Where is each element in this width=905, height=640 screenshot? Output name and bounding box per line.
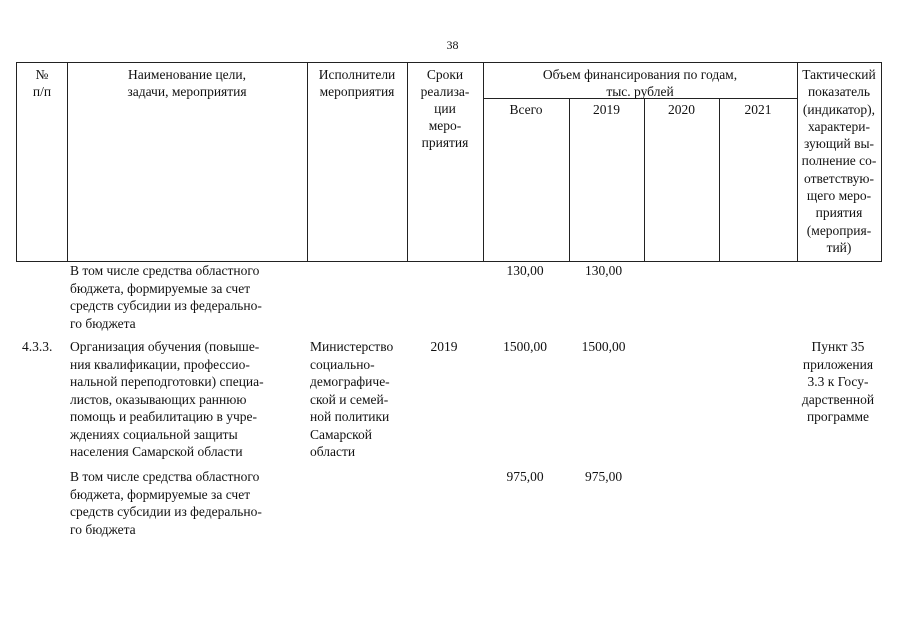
header-terms-line: меро- xyxy=(428,118,462,133)
header-indicator xyxy=(797,66,881,256)
row-2019: 130,00 xyxy=(584,263,623,278)
header-indicator-line: (мероприя- xyxy=(806,222,872,238)
row-terms: 2019 xyxy=(430,339,458,354)
row-name xyxy=(70,468,310,538)
row-name xyxy=(70,262,310,332)
header-exec xyxy=(307,66,407,100)
row-name-line: бюджета, формируемые за счет xyxy=(70,280,251,296)
row-name-line: бюджета, формируемые за счет xyxy=(70,486,251,502)
row-name-line: го бюджета xyxy=(70,521,136,537)
header-exec-line: мероприятия xyxy=(319,84,395,99)
header-name-line: задачи, мероприятия xyxy=(127,84,247,99)
table-header xyxy=(16,62,882,262)
row-name-line: ждениях социальной защиты xyxy=(70,426,238,442)
header-terms xyxy=(407,66,483,151)
header-finance-title xyxy=(483,66,797,100)
header-indicator-line: (индикатор), xyxy=(802,101,876,117)
header-terms-line: ции xyxy=(434,101,456,116)
row-name-line: листов, оказывающих раннюю xyxy=(70,391,247,407)
header-num xyxy=(17,66,67,100)
header-2020: 2020 xyxy=(668,102,695,117)
header-num-line: № xyxy=(35,67,49,82)
row-2019: 1500,00 xyxy=(581,339,626,354)
col-divider xyxy=(644,99,645,262)
row-name-line: го бюджета xyxy=(70,315,136,331)
header-terms-line: Сроки xyxy=(426,67,464,82)
row-name-line: В том числе средства областного xyxy=(70,469,260,484)
header-indicator-line: приятия xyxy=(815,205,863,221)
header-2021: 2021 xyxy=(744,102,772,117)
header-exec-line: Исполнители xyxy=(318,67,396,82)
header-indicator-line: зующий вы- xyxy=(803,136,875,152)
row-name-line: населения Самарской области xyxy=(70,444,243,459)
row-name xyxy=(70,338,310,461)
header-name xyxy=(67,66,307,100)
row-name-line: средств субсидии из федерально- xyxy=(70,298,262,313)
row-indicator-line: Пункт 35 xyxy=(811,339,865,354)
row-total: 1500,00 xyxy=(503,339,547,354)
header-indicator-line: полнение со- xyxy=(801,153,877,169)
row-exec xyxy=(310,338,410,461)
col-divider xyxy=(569,99,570,262)
row-exec-line: демографиче- xyxy=(310,374,390,389)
header-finance-line: тыс. рублей xyxy=(606,84,674,99)
row-name-line: В том числе средства областного xyxy=(70,263,260,278)
row-indicator-line: программе xyxy=(806,409,870,424)
row-exec-line: ской и семей- xyxy=(310,391,389,407)
row-exec-line: области xyxy=(310,444,356,459)
row-total: 975,00 xyxy=(506,469,544,484)
header-indicator-line: щего меро- xyxy=(806,188,872,204)
header-indicator-line: ответствую- xyxy=(804,170,874,186)
row-exec-line: социально- xyxy=(310,356,375,372)
header-terms-line: реализа- xyxy=(420,84,470,99)
row-name-line: нальной переподготовки) специа- xyxy=(70,374,264,389)
header-name-line: Наименование цели, xyxy=(127,67,247,82)
row-indicator-line: дарственной xyxy=(801,391,875,407)
row-name-line: средств субсидии из федерально- xyxy=(70,504,262,519)
col-divider xyxy=(719,99,720,262)
header-indicator-line: Тактический xyxy=(802,67,876,82)
row-name-line: Организация обучения (повыше- xyxy=(70,339,260,354)
header-2019: 2019 xyxy=(593,102,620,117)
row-indicator-line: 3.3 к Госу- xyxy=(807,374,869,389)
row-total: 130,00 xyxy=(506,263,544,278)
header-terms-line: приятия xyxy=(421,135,469,150)
row-indicator xyxy=(796,338,880,426)
header-total: Всего xyxy=(509,102,543,117)
page-number: 38 xyxy=(446,38,459,52)
row-exec-line: ной политики xyxy=(310,409,390,424)
row-name-line: ния квалификации, профессио- xyxy=(70,356,250,372)
row-indicator-line: приложения xyxy=(802,356,874,372)
header-finance-line: Объем финансирования по годам, xyxy=(542,67,738,82)
row-exec-line: Самарской xyxy=(310,426,373,442)
row-exec-line: Министерство xyxy=(310,339,394,354)
header-num-line: п/п xyxy=(32,84,52,99)
row-2019: 975,00 xyxy=(584,469,623,484)
header-indicator-line: характери- xyxy=(807,118,871,134)
header-indicator-line: тий) xyxy=(826,239,852,255)
row-num: 4.3.3. xyxy=(22,339,53,354)
row-name-line: помощь и реабилитацию в учре- xyxy=(70,409,257,424)
header-indicator-line: показатель xyxy=(807,84,871,100)
